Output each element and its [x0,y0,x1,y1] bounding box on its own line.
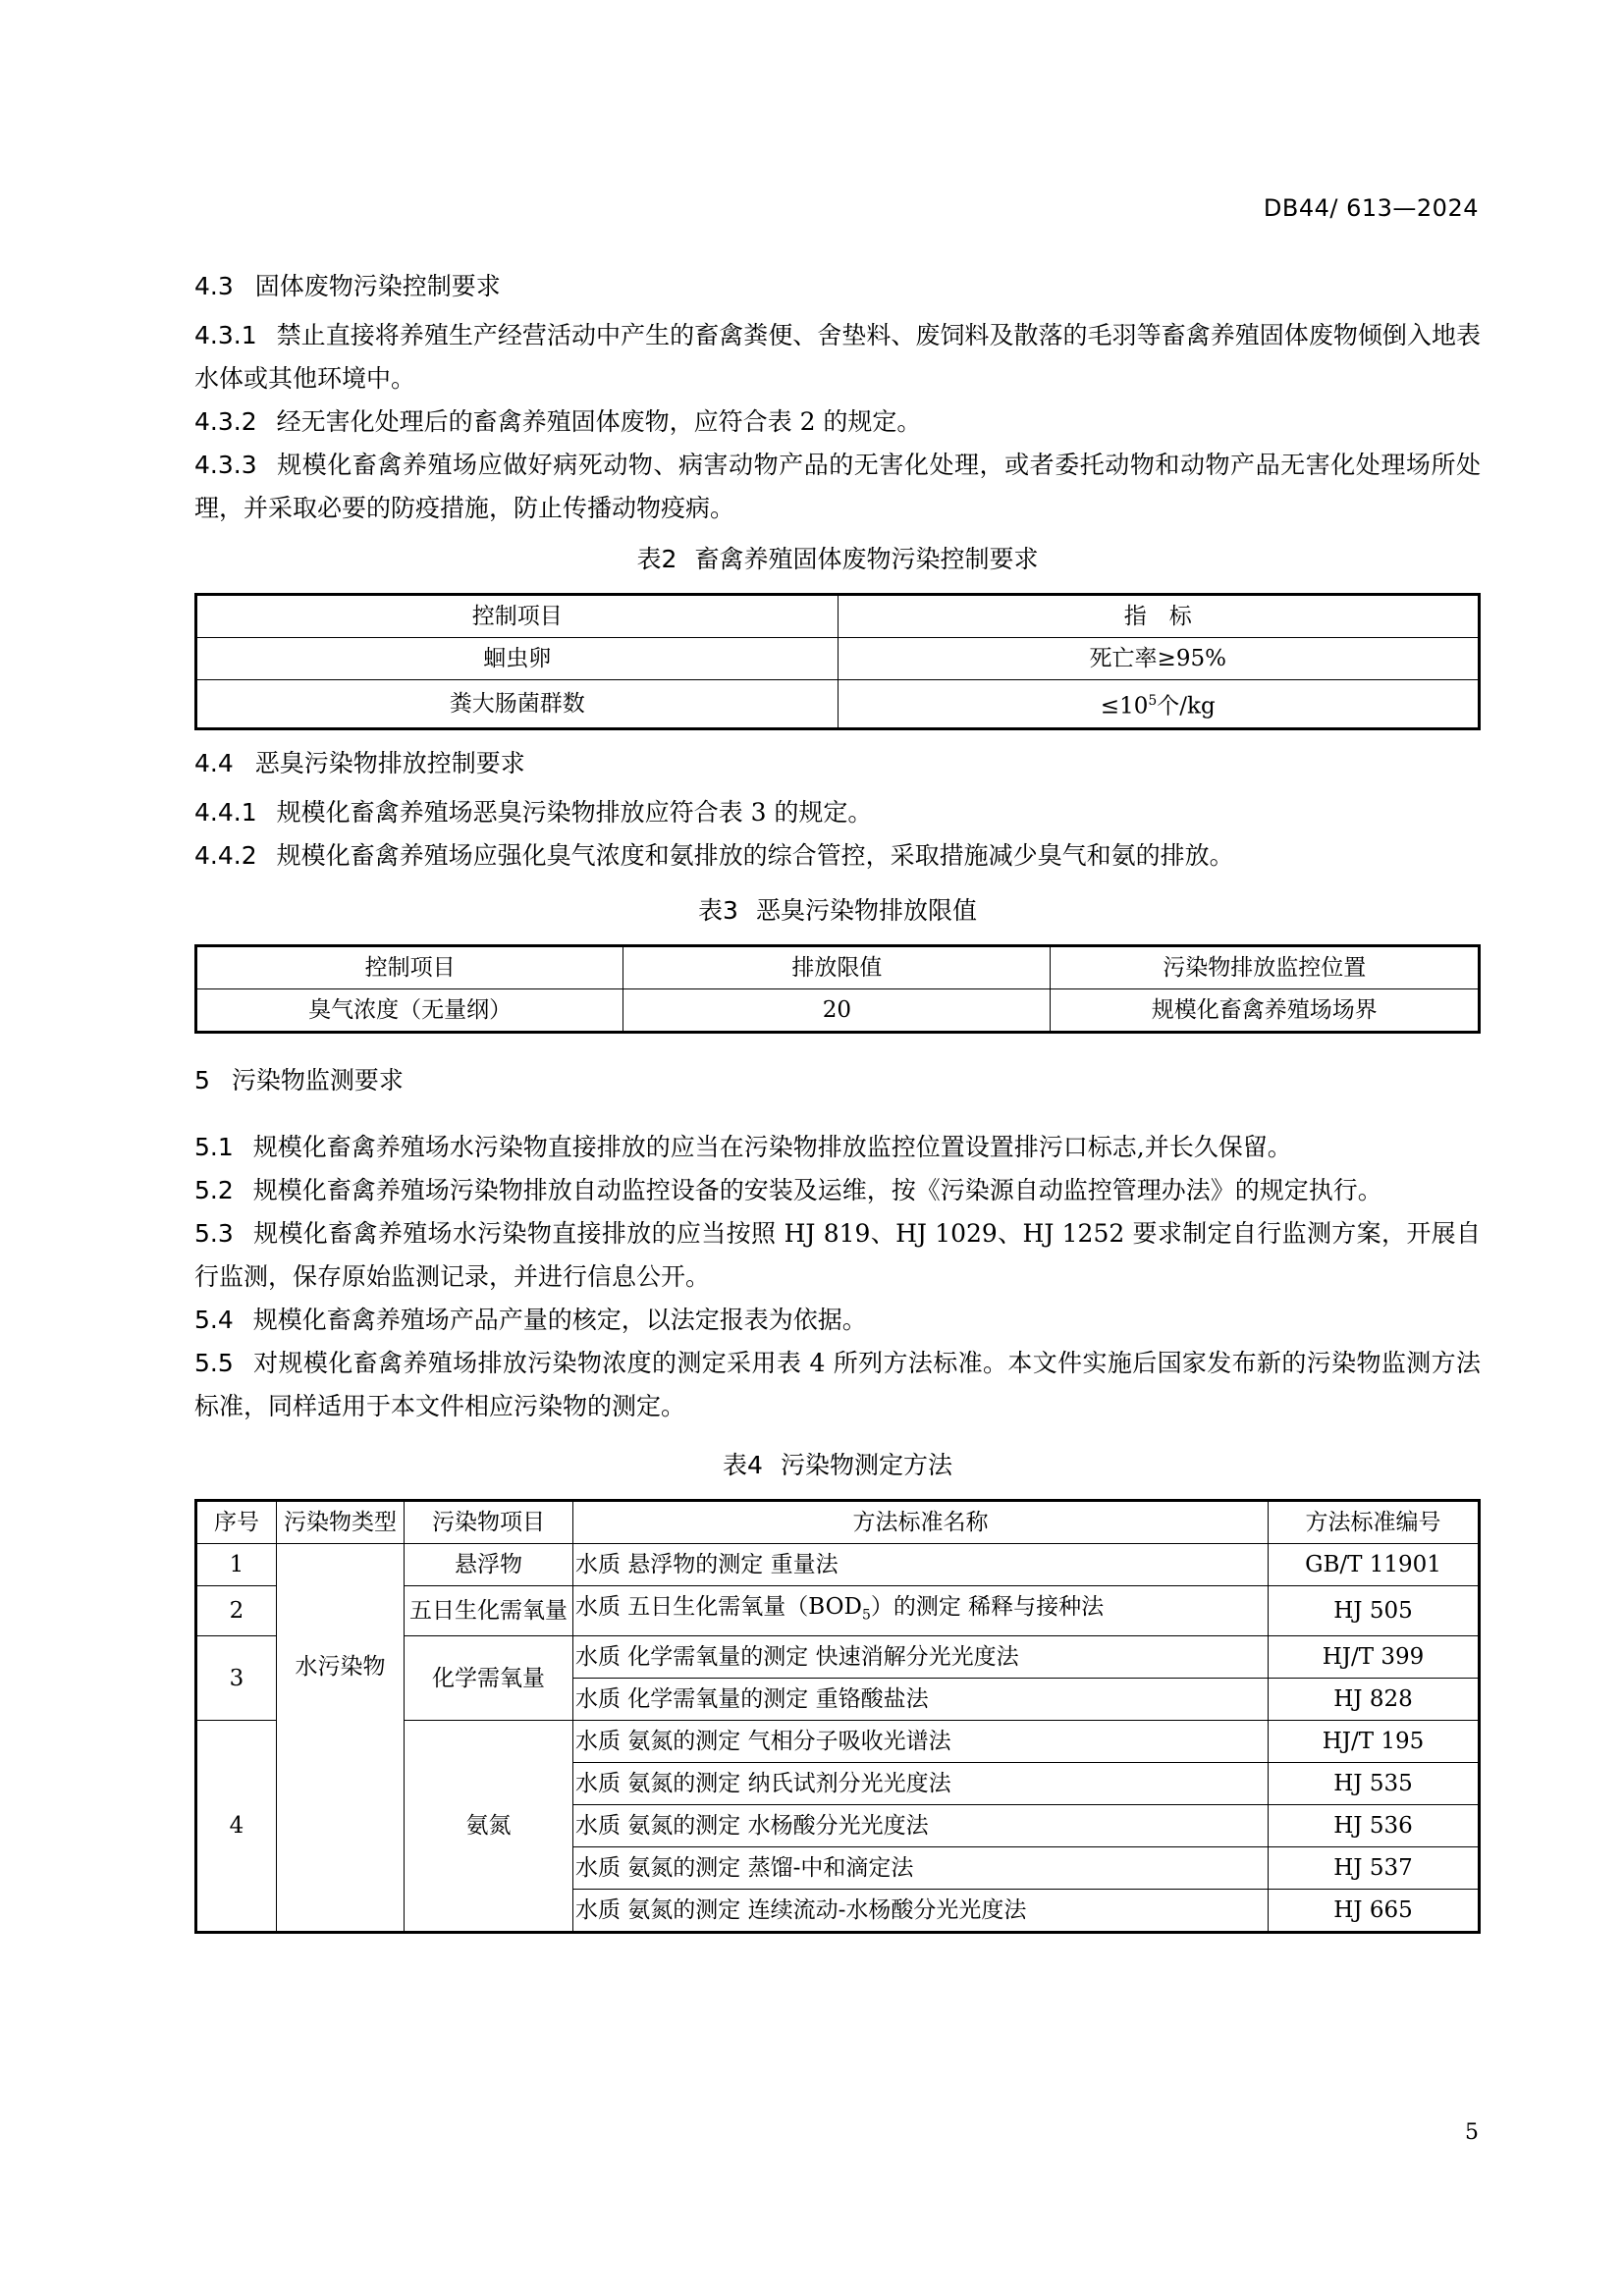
document-code: DB44/ 613—2024 [1263,194,1479,222]
serial-cell: 3 [196,1636,277,1721]
section-title: 污染物监测要求 [231,1065,404,1095]
clause-number: 4.3.2 [194,407,257,436]
table-title: 恶臭污染物排放限值 [755,895,977,925]
section-number: 4.3 [194,272,234,300]
table-header-cell: 污染物项目 [405,1500,573,1543]
paragraph-5-5 [194,1342,1481,1428]
clause-text: 规模化畜禽养殖场水污染物直接排放的应当在污染物排放监控位置设置排污口标志,并长久保留。 [252,1132,1292,1161]
clause-number: 5.4 [194,1305,234,1334]
table-cell: 臭气浓度（无量纲） [196,988,623,1032]
section-heading-4-3 [194,265,1481,308]
pollutant-item-cell: 氨氮 [405,1721,573,1933]
table-header-cell: 控制项目 [196,595,839,638]
method-code-cell: GB/T 11901 [1269,1543,1480,1585]
paragraph-5-2 [194,1169,1481,1212]
table-title: 畜禽养殖固体废物污染控制要求 [694,545,1039,573]
clause-number: 5.3 [194,1218,234,1248]
table-row [196,988,1480,1032]
method-name-cell: 水质 氨氮的测定 连续流动-水杨酸分光光度法 [573,1890,1269,1933]
method-code-cell: HJ 536 [1269,1805,1480,1847]
table-header-cell: 控制项目 [196,945,623,988]
method-code-cell: HJ/T 195 [1269,1721,1480,1763]
table-3 [194,944,1481,1034]
clause-number: 4.3.1 [194,321,257,349]
table-cell: 死亡率≥95% [838,638,1480,680]
method-name-cell: 水质 化学需氧量的测定 重铬酸盐法 [573,1679,1269,1721]
method-code-cell: HJ 665 [1269,1890,1480,1933]
pollutant-item-cell: 五日生化需氧量 [405,1585,573,1636]
clause-text: 规模化畜禽养殖场产品产量的核定，以法定报表为依据。 [252,1305,867,1334]
method-name-cell: 水质 氨氮的测定 蒸馏-中和滴定法 [573,1847,1269,1890]
clause-number: 5.1 [194,1132,234,1161]
clause-text: 规模化畜禽养殖场应强化臭气浓度和氨排放的综合管控，采取措施减少臭气和氨的排放。 [276,840,1234,870]
section-title: 固体废物污染控制要求 [254,272,501,300]
clause-number: 4.4.2 [194,840,257,870]
section-heading-4-4 [194,742,1481,785]
clause-text: 经无害化处理后的畜禽养殖固体废物，应符合表 2 的规定。 [276,407,922,436]
clause-number: 4.4.1 [194,797,257,827]
table-cell: 规模化畜禽养殖场场界 [1051,988,1480,1032]
table-4 [194,1499,1481,1935]
paragraph-4-3-1 [194,314,1481,400]
clause-number: 5.5 [194,1348,234,1377]
table-cell: 粪大肠菌群数 [196,680,839,729]
table-number: 表3 [698,895,738,925]
table-number: 表2 [636,545,677,573]
section-heading-5 [194,1059,1481,1102]
subscript: 5 [861,1607,871,1624]
table-title: 污染物测定方法 [780,1450,952,1479]
clause-number: 5.2 [194,1175,234,1204]
table-header-row [196,945,1480,988]
paragraph-5-4 [194,1299,1481,1342]
value-unit: 个/kg [1157,693,1216,720]
serial-cell: 2 [196,1585,277,1636]
table-header-cell: 序号 [196,1500,277,1543]
section-title: 恶臭污染物排放控制要求 [254,748,525,777]
method-name-cell [573,1585,1269,1636]
table-2 [194,593,1481,730]
table-header-cell: 污染物类型 [277,1500,405,1543]
method-name-cell: 水质 化学需氧量的测定 快速消解分光光度法 [573,1636,1269,1679]
table-row [196,638,1480,680]
table-header-row [196,595,1480,638]
pollutant-item-cell: 化学需氧量 [405,1636,573,1721]
table-3-caption [194,889,1481,933]
method-name-cell: 水质 氨氮的测定 水杨酸分光光度法 [573,1805,1269,1847]
clause-text: 禁止直接将养殖生产经营活动中产生的畜禽粪便、舍垫料、废饲料及散落的毛羽等畜禽养殖固体废物倾倒入地表水体或其他环境中。 [194,321,1481,393]
method-code-cell: HJ/T 399 [1269,1636,1480,1679]
method-name-cell: 水质 氨氮的测定 纳氏试剂分光光度法 [573,1763,1269,1805]
table-row [196,1543,1480,1585]
value-prefix: ≤10 [1100,693,1149,720]
paragraph-4-4-1 [194,791,1481,834]
table-header-cell: 指 标 [838,595,1480,638]
table-cell [838,680,1480,729]
table-2-caption [194,538,1481,581]
method-code-cell: HJ 535 [1269,1763,1480,1805]
table-cell: 蛔虫卵 [196,638,839,680]
method-name-part: 水质 五日生化需氧量（BOD [575,1593,862,1620]
paragraph-5-1 [194,1126,1481,1169]
table-header-cell: 方法标准名称 [573,1500,1269,1543]
clause-text: 规模化畜禽养殖场污染物排放自动监控设备的安装及运维，按《污染源自动监控管理办法》的规定执行。 [252,1175,1382,1204]
clause-text: 规模化畜禽养殖场应做好病死动物、病害动物产品的无害化处理，或者委托动物和动物产品无害化处理场所处理，并采取必要的防疫措施，防止传播动物疫病。 [194,451,1481,522]
page-number: 5 [1465,2120,1479,2145]
table-row [196,680,1480,729]
table-header-row [196,1500,1480,1543]
table-cell: 20 [623,988,1051,1032]
method-name-cell: 水质 悬浮物的测定 重量法 [573,1543,1269,1585]
section-number: 4.4 [194,748,234,777]
table-number: 表4 [723,1450,763,1479]
clause-number: 4.3.3 [194,451,257,479]
pollutant-type-cell: 水污染物 [277,1543,405,1933]
serial-cell: 4 [196,1721,277,1933]
serial-cell: 1 [196,1543,277,1585]
method-code-cell: HJ 505 [1269,1585,1480,1636]
method-name-cell: 水质 氨氮的测定 气相分子吸收光谱法 [573,1721,1269,1763]
clause-text: 规模化畜禽养殖场恶臭污染物排放应符合表 3 的规定。 [276,797,873,827]
method-name-part: ）的测定 稀释与接种法 [870,1593,1105,1620]
paragraph-4-4-2 [194,834,1481,878]
exponent: 5 [1148,693,1158,709]
clause-text: 规模化畜禽养殖场水污染物直接排放的应当按照 HJ 819、HJ 1029、HJ 1252 要求制定自行监测方案，开展自行监测，保存原始监测记录，并进行信息公开。 [194,1218,1481,1291]
method-code-cell: HJ 537 [1269,1847,1480,1890]
table-header-cell: 排放限值 [623,945,1051,988]
table-4-caption [194,1444,1481,1487]
table-header-cell: 污染物排放监控位置 [1051,945,1480,988]
paragraph-4-3-3 [194,444,1481,530]
paragraph-4-3-2 [194,400,1481,444]
table-header-cell: 方法标准编号 [1269,1500,1480,1543]
method-code-cell: HJ 828 [1269,1679,1480,1721]
section-number: 5 [194,1065,210,1095]
clause-text: 对规模化畜禽养殖场排放污染物浓度的测定采用表 4 所列方法标准。本文件实施后国家发布新的污染物监测方法标准，同样适用于本文件相应污染物的测定。 [194,1348,1481,1420]
pollutant-item-cell: 悬浮物 [405,1543,573,1585]
page-content [194,261,1481,1934]
paragraph-5-3 [194,1212,1481,1299]
